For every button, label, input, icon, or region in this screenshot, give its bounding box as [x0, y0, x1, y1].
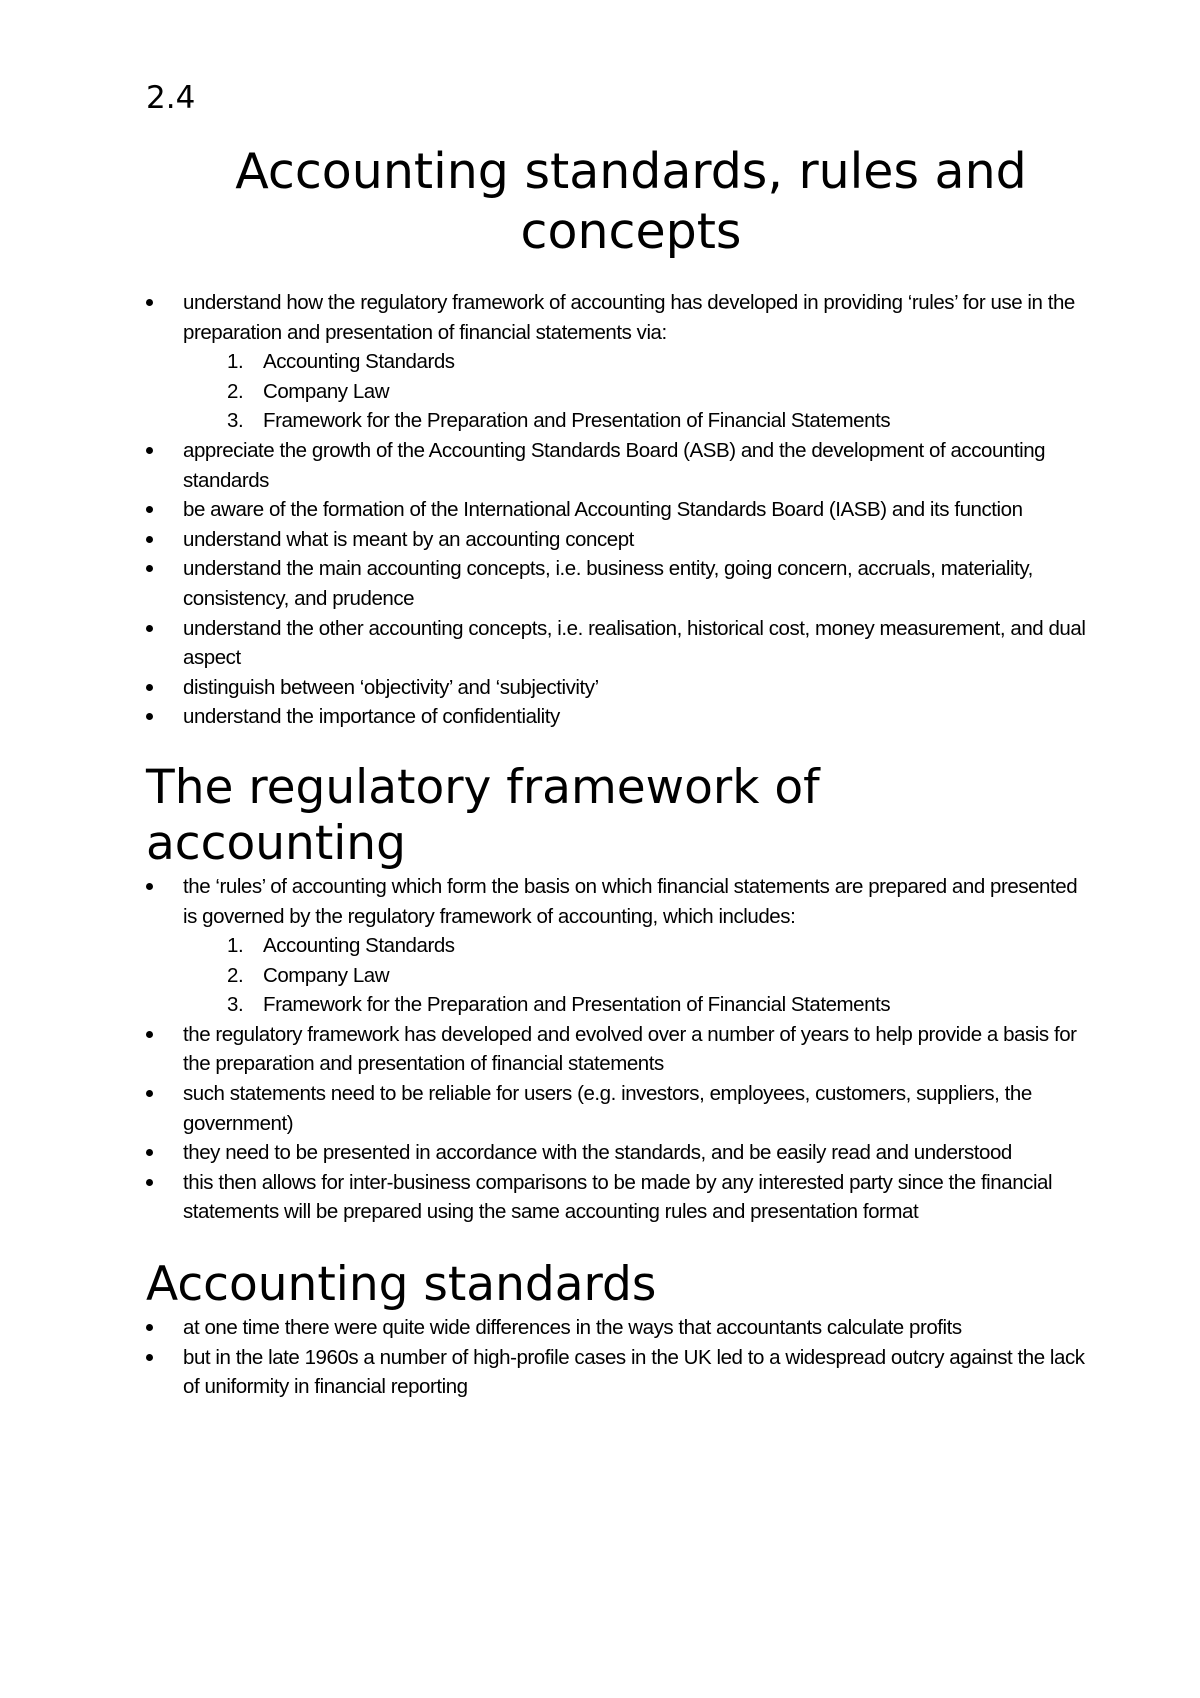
item-number: 1. [227, 350, 244, 374]
item-text: Framework for the Preparation and Presentation of Financial Statements [263, 409, 891, 433]
document-title [146, 142, 1086, 262]
regulatory-item [146, 872, 1086, 1020]
item-number: 3. [227, 409, 244, 433]
objective-item [146, 288, 1086, 436]
item-text: Company Law [263, 963, 390, 987]
regulatory-item: such statements need to be reliable for users (e.g. investors, employees, customers, suppliers, the government) [146, 1079, 1086, 1138]
heading-regulatory-framework [146, 760, 1086, 872]
standards-item: but in the late 1960s a number of high-profile cases in the UK led to a widespread outcry against the lack of uniformity in financial reporting [146, 1343, 1086, 1402]
objective-item: appreciate the growth of the Accounting Standards Board (ASB) and the development of accounting standards [146, 436, 1086, 495]
heading-line-1: The regulatory framework of [146, 759, 820, 815]
title-line-2: concepts [520, 203, 742, 260]
document-page [146, 80, 1086, 1402]
item-text: Company Law [263, 379, 390, 403]
item-number: 1. [227, 934, 244, 958]
regulatory-item: this then allows for inter-business comparisons to be made by any interested party since the financial statements will be prepared using the same accounting rules and presentation format [146, 1168, 1086, 1227]
item-text: Framework for the Preparation and Presentation of Financial Statements [263, 993, 891, 1017]
item-text: Accounting Standards [263, 934, 455, 958]
heading-accounting-standards: Accounting standards [146, 1257, 657, 1313]
numbered-item [183, 347, 1086, 377]
regulatory-intro: the ‘rules’ of accounting which form the basis on which financial statements are prepared and presented is governed by the regulatory framework of accounting, which includes: [183, 874, 1078, 928]
regulatory-item: the regulatory framework has developed and evolved over a number of years to help provide a basis for the preparation and presentation of financial statements [146, 1020, 1086, 1079]
regulatory-item: they need to be presented in accordance with the standards, and be easily read and understood [146, 1138, 1086, 1168]
objective-item: distinguish between ‘objectivity’ and ‘subjectivity’ [146, 673, 1086, 703]
objectives-list [146, 288, 1086, 732]
numbered-item [183, 961, 1086, 991]
numbered-item [183, 931, 1086, 961]
objective-item: understand the other accounting concepts, i.e. realisation, historical cost, money measurement, and dual aspect [146, 614, 1086, 673]
standards-item: at one time there were quite wide differences in the ways that accountants calculate profits [146, 1313, 1086, 1343]
objective-item: understand the main accounting concepts, i.e. business entity, going concern, accruals, materiality, consistency, and prudence [146, 554, 1086, 613]
objective-sublist [183, 347, 1086, 436]
regulatory-sublist [183, 931, 1086, 1020]
heading-line-2: accounting [146, 815, 406, 871]
regulatory-list [146, 872, 1086, 1227]
section-number: 2.4 [146, 80, 196, 116]
item-number: 3. [227, 993, 244, 1017]
numbered-item [183, 406, 1086, 436]
objective-text: understand how the regulatory framework of accounting has developed in providing ‘rules’ for use in the preparation and presentation of financial statements via: [183, 291, 1075, 344]
item-number: 2. [227, 379, 244, 403]
title-line-1: Accounting standards, rules and [235, 143, 1027, 200]
numbered-item [183, 990, 1086, 1020]
objective-item: understand the importance of confidentiality [146, 702, 1086, 732]
objective-item: understand what is meant by an accounting concept [146, 525, 1086, 555]
item-text: Accounting Standards [263, 350, 455, 374]
objective-item: be aware of the formation of the International Accounting Standards Board (IASB) and its function [146, 495, 1086, 525]
standards-list [146, 1313, 1086, 1402]
numbered-item [183, 377, 1086, 407]
item-number: 2. [227, 963, 244, 987]
